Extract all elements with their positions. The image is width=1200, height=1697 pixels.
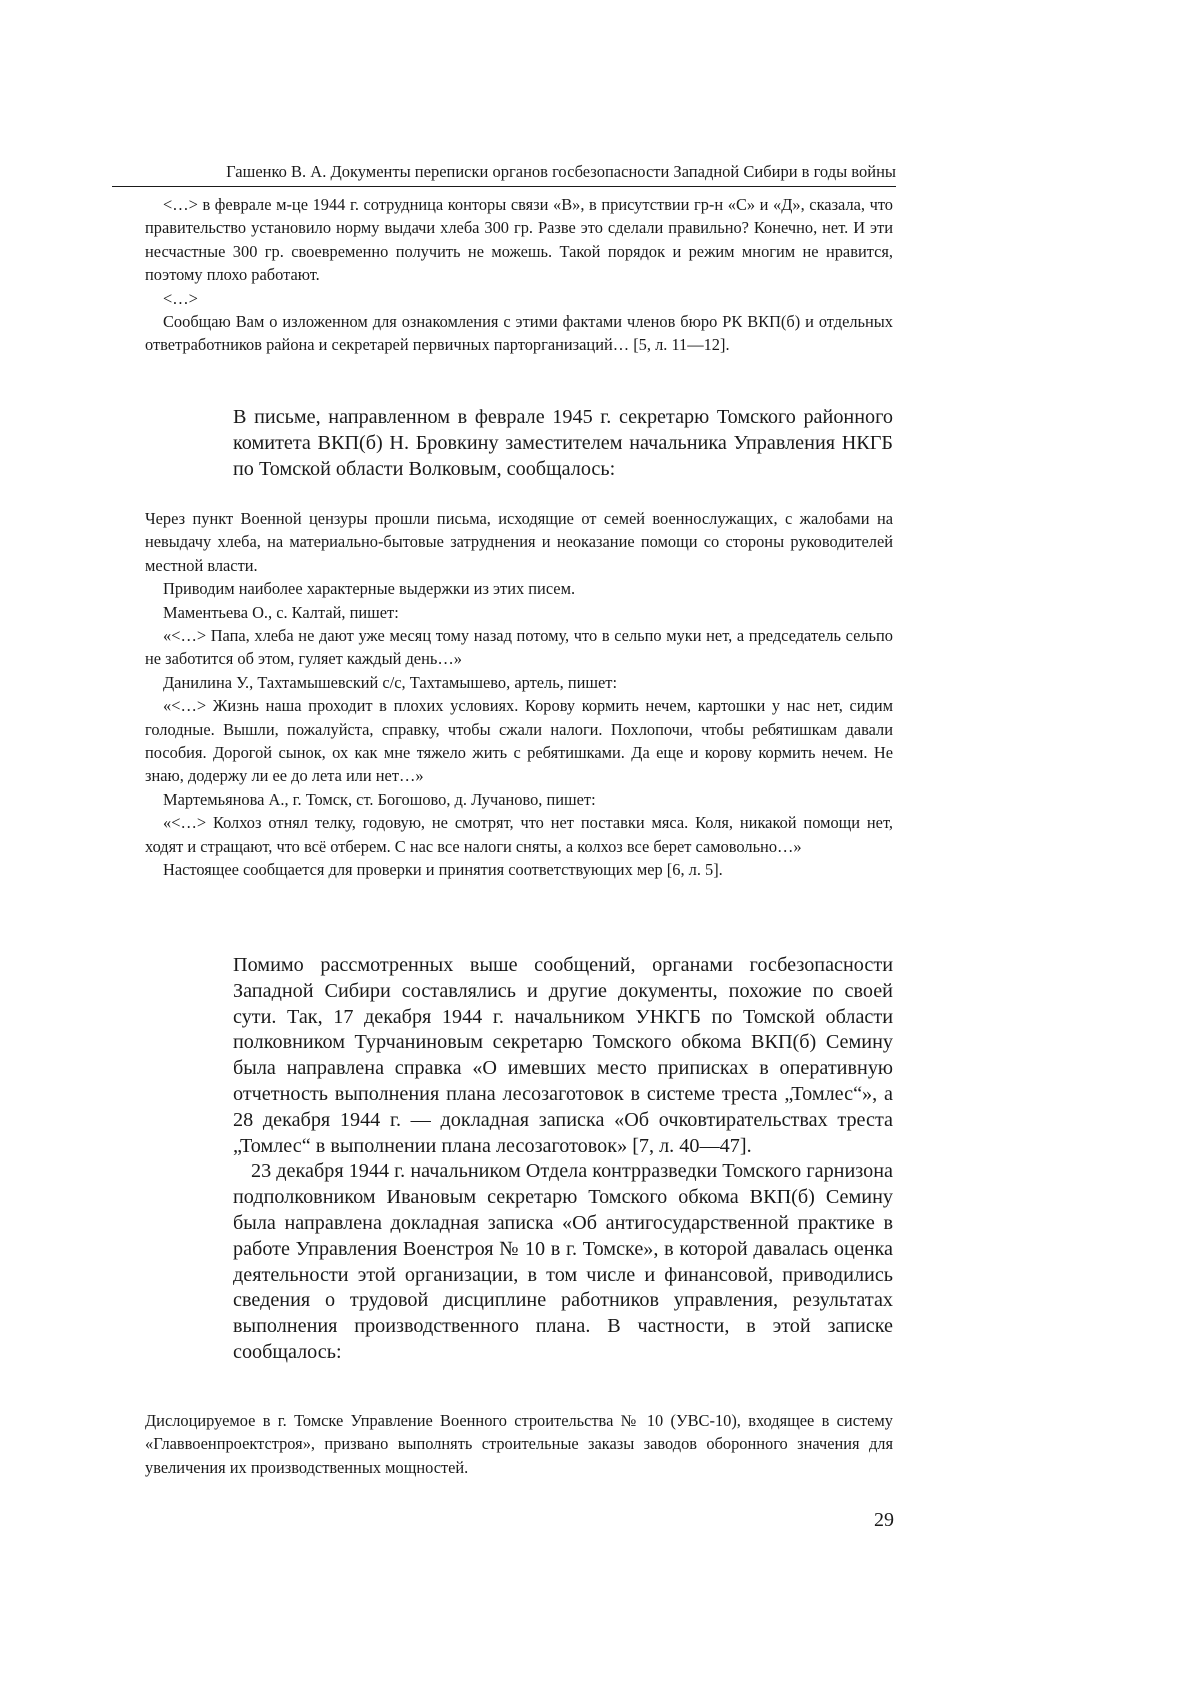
quote-paragraph: Через пункт Военной цензуры прошли письма, исходящие от семей военнослужащих, с жалобами на невыдачу хлеба, на материально-бытовые затруднения и неоказание помощи со стороны руководителей местной власти. — [145, 509, 893, 575]
body-text-2 — [233, 953, 893, 1366]
quote-paragraph: «<…> Жизнь наша проходит в плохих условиях. Корову кормить нечем, картошки у нас нет, сидим голодные. Вышли, пожалуйста, справку, чтобы сжали налоги. Похлопочи, чтобы ребятишкам давали пособия. Дорогой сынок, ох как мне тяжело жить с ребятишками. Да еще и корову кормить нечем. Не знаю, додержу ли ее до лета или нет…» — [145, 696, 893, 786]
running-header: Гашенко В. А. Документы переписки органов госбезопасности Западной Сибири в годы войны — [226, 162, 896, 181]
quote-paragraph: Данилина У., Тахтамышевский с/с, Тахтамышево, артель, пишет: — [163, 672, 618, 692]
page-number: 29 — [874, 1509, 894, 1531]
quote-block-1 — [145, 193, 893, 357]
quote-paragraph: Приводим наиболее характерные выдержки из этих писем. — [163, 579, 576, 599]
quote-block-3 — [145, 1409, 893, 1479]
quote-paragraph: Маментьева О., с. Калтай, пишет: — [163, 602, 399, 622]
quote-paragraph: «<…> Колхоз отнял телку, годовую, не смотрят, что нет поставки мяса. Коля, никакой помощи нет, ходят и стращают, что всё отберем. С нас все налоги сняты, а колхоз все берет самовольно…» — [145, 813, 893, 856]
quote-paragraph: Дислоцируемое в г. Томске Управление Военного строительства № 10 (УВС-10), входящее в систему «Главвоенпроектстроя», призвано выполнять строительные заказы заводов оборонного значения для увеличения их производственных мощностей. — [145, 1411, 893, 1477]
body-paragraph: В письме, направленном в феврале 1945 г. секретарю Томского районного комитета ВКП(б) Н. Бровкину заместителем начальника Управления НКГБ по Томской области Волковым, сообщалось: — [233, 406, 893, 480]
quote-block-2 — [145, 507, 893, 882]
quote-paragraph: <…> — [163, 288, 198, 308]
quote-paragraph: Настоящее сообщается для проверки и принятия соответствующих мер [6, л. 5]. — [163, 860, 723, 880]
quote-paragraph: Мартемьянова А., г. Томск, ст. Богошово, д. Лучаново, пишет: — [163, 789, 596, 809]
header-rule — [112, 186, 896, 187]
body-paragraph: Помимо рассмотренных выше сообщений, органами госбезопасности Западной Сибири составлялись и другие документы, похожие по своей сути. Так, 17 декабря 1944 г. начальником УНКГБ по Томской области полковником Турчаниновым секретарю Томского обкома ВКП(б) Семину была направлена справка «О имевших место приписках в оперативную отчетность выполнения плана лесозаготовок в системе треста „Томлес“», а 28 декабря 1944 г. — докладная записка «Об очковтирательствах треста „Томлес“ в выполнении плана лесозаготовок» [7, л. 40—47]. — [233, 954, 893, 1157]
body-paragraph: 23 декабря 1944 г. начальником Отдела контрразведки Томского гарнизона подполковником Ивановым секретарю Томского обкома ВКП(б) Семину была направлена докладная записка «Об антигосударственной практике в работе Управления Военстроя № 10 в г. Томске», в которой давалась оценка деятельности этой организации, в том числе и финансовой, приводились сведения о трудовой дисциплине работников управления, результатах выполнения производственного плана. В частности, в этой записке сообщалось: — [233, 1160, 893, 1363]
body-text-1 — [233, 405, 893, 482]
quote-paragraph: Сообщаю Вам о изложенном для ознакомления с этими фактами членов бюро РК ВКП(б) и отдельных ответработников района и секретарей первичных парторганизаций… [5, л. 11—12]. — [145, 312, 893, 355]
quote-paragraph: «<…> Папа, хлеба не дают уже месяц тому назад потому, что в сельпо муки нет, а председатель сельпо не заботится об этом, гуляет каждый день…» — [145, 626, 893, 669]
quote-paragraph: <…> в феврале м-це 1944 г. сотрудница конторы связи «В», в присутствии гр-н «С» и «Д», сказала, что правительство установило норму выдачи хлеба 300 гр. Разве это сделали правильно? Конечно, нет. И эти несчастные 300 гр. своевременно получить не можешь. Такой порядок и режим многим не нравится, поэтому плохо работают. — [145, 195, 893, 285]
